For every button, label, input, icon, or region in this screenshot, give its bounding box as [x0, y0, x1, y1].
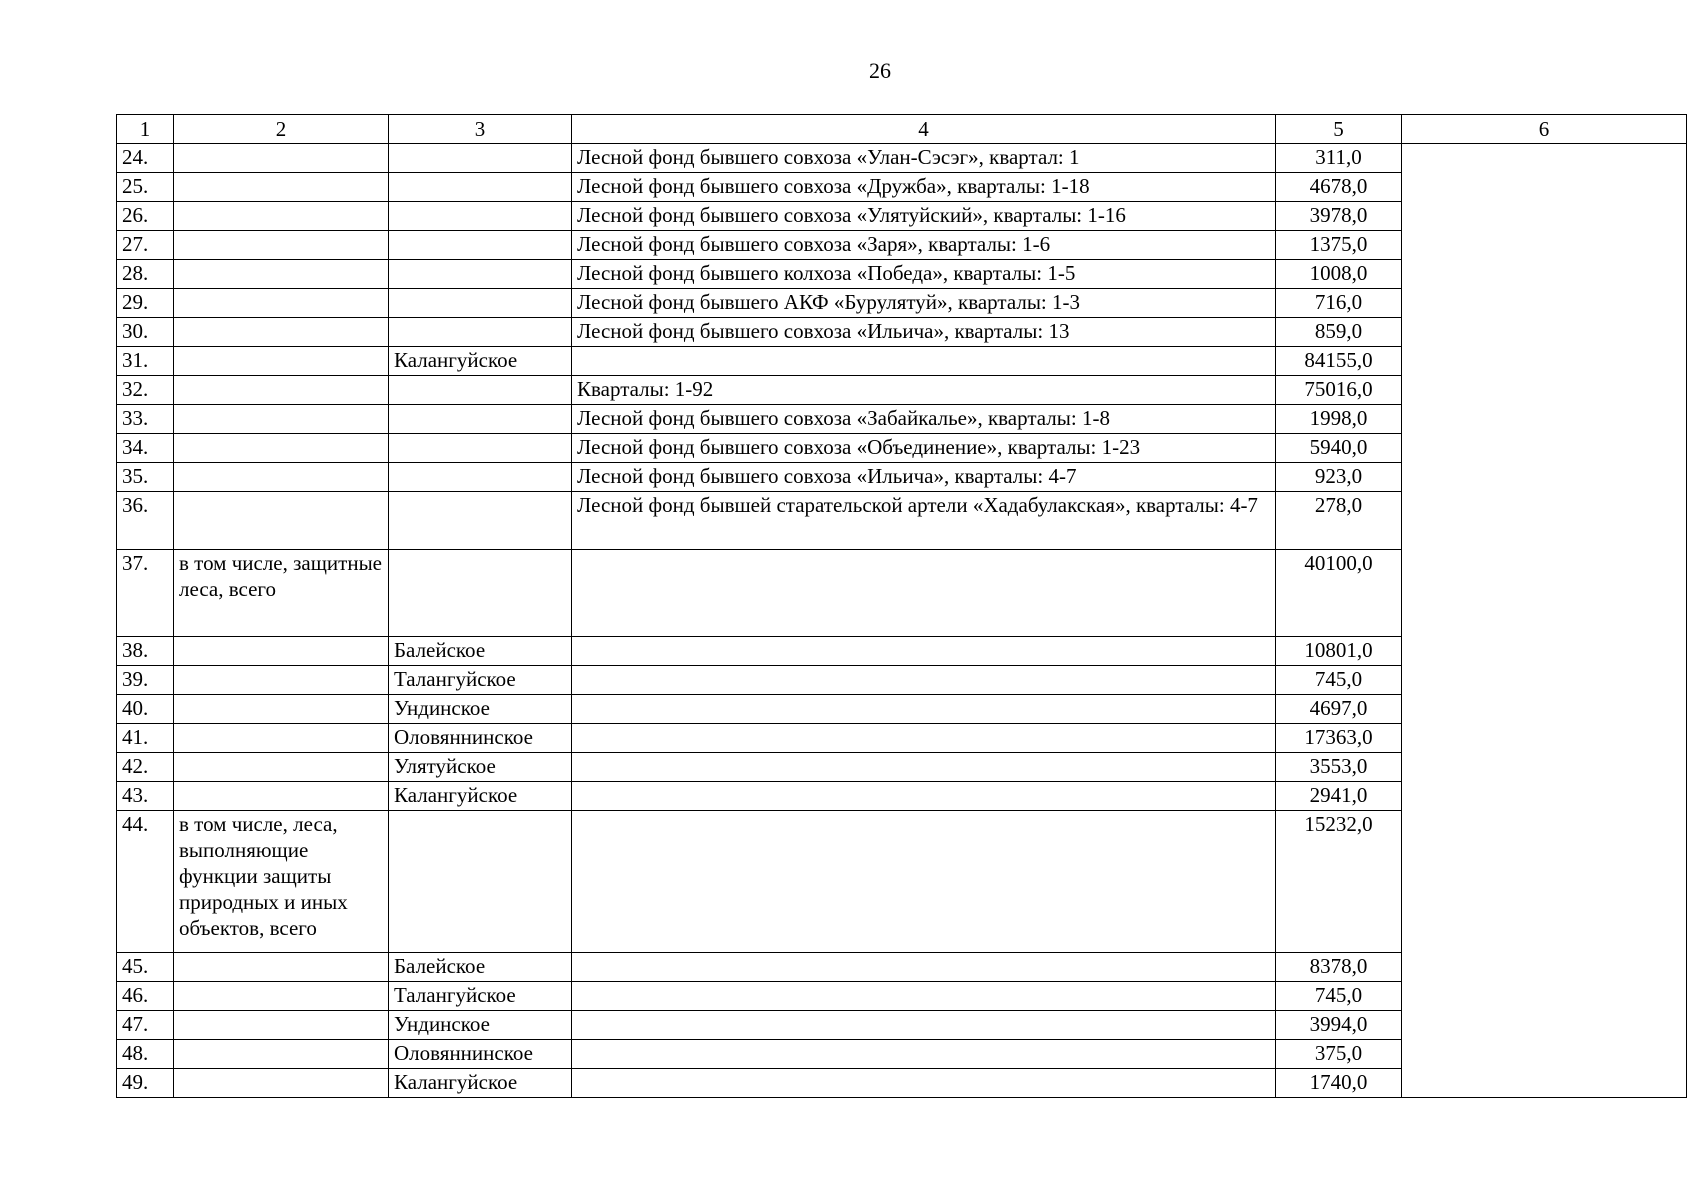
- row-number-cell: 30.: [117, 318, 174, 347]
- district-cell: Ундинское: [389, 695, 572, 724]
- table-body: [117, 144, 1687, 1098]
- description-cell: [572, 953, 1276, 982]
- district-cell: [389, 289, 572, 318]
- row-number-cell: 49.: [117, 1069, 174, 1098]
- row-number-cell: 42.: [117, 753, 174, 782]
- description-cell: Лесной фонд бывшего совхоза «Улятуйский», кварталы: 1-16: [572, 202, 1276, 231]
- district-cell: Оловяннинское: [389, 1040, 572, 1069]
- area-value-cell: 8378,0: [1276, 953, 1402, 982]
- district-cell: [389, 550, 572, 637]
- description-cell: [572, 782, 1276, 811]
- category-cell: [174, 953, 389, 982]
- category-cell: [174, 695, 389, 724]
- description-cell: Лесной фонд бывшего совхоза «Ильича», кварталы: 4-7: [572, 463, 1276, 492]
- row-number-cell: 41.: [117, 724, 174, 753]
- district-cell: [389, 492, 572, 550]
- description-cell: [572, 1040, 1276, 1069]
- area-value-cell: 84155,0: [1276, 347, 1402, 376]
- row-number-cell: 36.: [117, 492, 174, 550]
- page-number: 26: [869, 58, 891, 83]
- category-cell: [174, 637, 389, 666]
- category-cell: [174, 753, 389, 782]
- area-value-cell: 923,0: [1276, 463, 1402, 492]
- category-cell: в том числе, защитные леса, всего: [174, 550, 389, 637]
- area-value-cell: 3978,0: [1276, 202, 1402, 231]
- area-value-cell: 1998,0: [1276, 405, 1402, 434]
- area-value-cell: 4697,0: [1276, 695, 1402, 724]
- district-cell: Калангуйское: [389, 782, 572, 811]
- row-number-cell: 40.: [117, 695, 174, 724]
- row-number-cell: 47.: [117, 1011, 174, 1040]
- row-number-cell: 28.: [117, 260, 174, 289]
- area-value-cell: 4678,0: [1276, 173, 1402, 202]
- column-header-2: 2: [174, 115, 389, 144]
- description-cell: [572, 1011, 1276, 1040]
- description-cell: Лесной фонд бывшей старательской артели «Хадабулакская», кварталы: 4-7: [572, 492, 1276, 550]
- row-number-cell: 33.: [117, 405, 174, 434]
- table-header: [117, 115, 1687, 144]
- row-number-cell: 44.: [117, 811, 174, 953]
- area-value-cell: 10801,0: [1276, 637, 1402, 666]
- district-cell: Калангуйское: [389, 347, 572, 376]
- district-cell: Калангуйское: [389, 1069, 572, 1098]
- district-cell: Оловяннинское: [389, 724, 572, 753]
- column-header-1: 1: [117, 115, 174, 144]
- area-value-cell: 75016,0: [1276, 376, 1402, 405]
- district-cell: [389, 405, 572, 434]
- area-value-cell: 15232,0: [1276, 811, 1402, 953]
- district-cell: Балейское: [389, 953, 572, 982]
- column-header-5: 5: [1276, 115, 1402, 144]
- area-value-cell: 3994,0: [1276, 1011, 1402, 1040]
- forest-area-table: [116, 114, 1687, 1098]
- area-value-cell: 1740,0: [1276, 1069, 1402, 1098]
- row-number-cell: 43.: [117, 782, 174, 811]
- district-cell: Талангуйское: [389, 666, 572, 695]
- district-cell: Талангуйское: [389, 982, 572, 1011]
- row-number-cell: 31.: [117, 347, 174, 376]
- description-cell: [572, 982, 1276, 1011]
- row-number-cell: 25.: [117, 173, 174, 202]
- area-value-cell: 311,0: [1276, 144, 1402, 173]
- area-value-cell: 745,0: [1276, 666, 1402, 695]
- area-value-cell: 1008,0: [1276, 260, 1402, 289]
- row-number-cell: 35.: [117, 463, 174, 492]
- description-cell: Лесной фонд бывшего совхоза «Дружба», кварталы: 1-18: [572, 173, 1276, 202]
- category-cell: [174, 347, 389, 376]
- description-cell: [572, 550, 1276, 637]
- column-header-4: 4: [572, 115, 1276, 144]
- area-value-cell: 716,0: [1276, 289, 1402, 318]
- row-number-cell: 46.: [117, 982, 174, 1011]
- row-number-cell: 48.: [117, 1040, 174, 1069]
- category-cell: [174, 173, 389, 202]
- row-number-cell: 26.: [117, 202, 174, 231]
- category-cell: [174, 1069, 389, 1098]
- notes-cell: [1402, 144, 1687, 1098]
- district-cell: [389, 376, 572, 405]
- district-cell: [389, 173, 572, 202]
- description-cell: [572, 695, 1276, 724]
- row-number-cell: 24.: [117, 144, 174, 173]
- description-cell: Лесной фонд бывшего совхоза «Ильича», кварталы: 13: [572, 318, 1276, 347]
- district-cell: [389, 144, 572, 173]
- category-cell: [174, 144, 389, 173]
- district-cell: Улятуйское: [389, 753, 572, 782]
- category-cell: [174, 376, 389, 405]
- area-value-cell: 745,0: [1276, 982, 1402, 1011]
- area-value-cell: 278,0: [1276, 492, 1402, 550]
- category-cell: [174, 289, 389, 318]
- row-number-cell: 45.: [117, 953, 174, 982]
- area-value-cell: 2941,0: [1276, 782, 1402, 811]
- description-cell: [572, 1069, 1276, 1098]
- district-cell: Балейское: [389, 637, 572, 666]
- row-number-cell: 34.: [117, 434, 174, 463]
- table-header-row: [117, 115, 1687, 144]
- district-cell: [389, 318, 572, 347]
- district-cell: [389, 811, 572, 953]
- category-cell: [174, 405, 389, 434]
- row-number-cell: 38.: [117, 637, 174, 666]
- category-cell: [174, 782, 389, 811]
- description-cell: Лесной фонд бывшего колхоза «Победа», кварталы: 1-5: [572, 260, 1276, 289]
- area-value-cell: 3553,0: [1276, 753, 1402, 782]
- district-cell: [389, 231, 572, 260]
- category-cell: [174, 982, 389, 1011]
- district-cell: [389, 434, 572, 463]
- description-cell: Лесной фонд бывшего совхоза «Улан-Сэсэг», квартал: 1: [572, 144, 1276, 173]
- category-cell: [174, 260, 389, 289]
- category-cell: [174, 231, 389, 260]
- row-number-cell: 39.: [117, 666, 174, 695]
- district-cell: [389, 260, 572, 289]
- description-cell: Лесной фонд бывшего совхоза «Заря», кварталы: 1-6: [572, 231, 1276, 260]
- description-cell: [572, 347, 1276, 376]
- area-value-cell: 1375,0: [1276, 231, 1402, 260]
- description-cell: [572, 753, 1276, 782]
- description-cell: Лесной фонд бывшего совхоза «Объединение», кварталы: 1-23: [572, 434, 1276, 463]
- column-header-3: 3: [389, 115, 572, 144]
- area-value-cell: 859,0: [1276, 318, 1402, 347]
- category-cell: [174, 724, 389, 753]
- category-cell: [174, 318, 389, 347]
- category-cell: [174, 1011, 389, 1040]
- column-header-6: 6: [1402, 115, 1687, 144]
- table-row: [117, 144, 1687, 173]
- description-cell: [572, 637, 1276, 666]
- district-cell: Ундинское: [389, 1011, 572, 1040]
- category-cell: [174, 492, 389, 550]
- category-cell: в том числе, леса, выполняющие функции защиты природных и иных объектов, всего: [174, 811, 389, 953]
- row-number-cell: 37.: [117, 550, 174, 637]
- district-cell: [389, 202, 572, 231]
- category-cell: [174, 1040, 389, 1069]
- category-cell: [174, 463, 389, 492]
- description-cell: [572, 666, 1276, 695]
- description-cell: Кварталы: 1-92: [572, 376, 1276, 405]
- description-cell: Лесной фонд бывшего АКФ «Бурулятуй», кварталы: 1-3: [572, 289, 1276, 318]
- category-cell: [174, 666, 389, 695]
- description-cell: [572, 724, 1276, 753]
- area-value-cell: 375,0: [1276, 1040, 1402, 1069]
- district-cell: [389, 463, 572, 492]
- category-cell: [174, 434, 389, 463]
- row-number-cell: 27.: [117, 231, 174, 260]
- area-value-cell: 5940,0: [1276, 434, 1402, 463]
- category-cell: [174, 202, 389, 231]
- area-value-cell: 17363,0: [1276, 724, 1402, 753]
- description-cell: Лесной фонд бывшего совхоза «Забайкалье», кварталы: 1-8: [572, 405, 1276, 434]
- area-value-cell: 40100,0: [1276, 550, 1402, 637]
- row-number-cell: 29.: [117, 289, 174, 318]
- description-cell: [572, 811, 1276, 953]
- row-number-cell: 32.: [117, 376, 174, 405]
